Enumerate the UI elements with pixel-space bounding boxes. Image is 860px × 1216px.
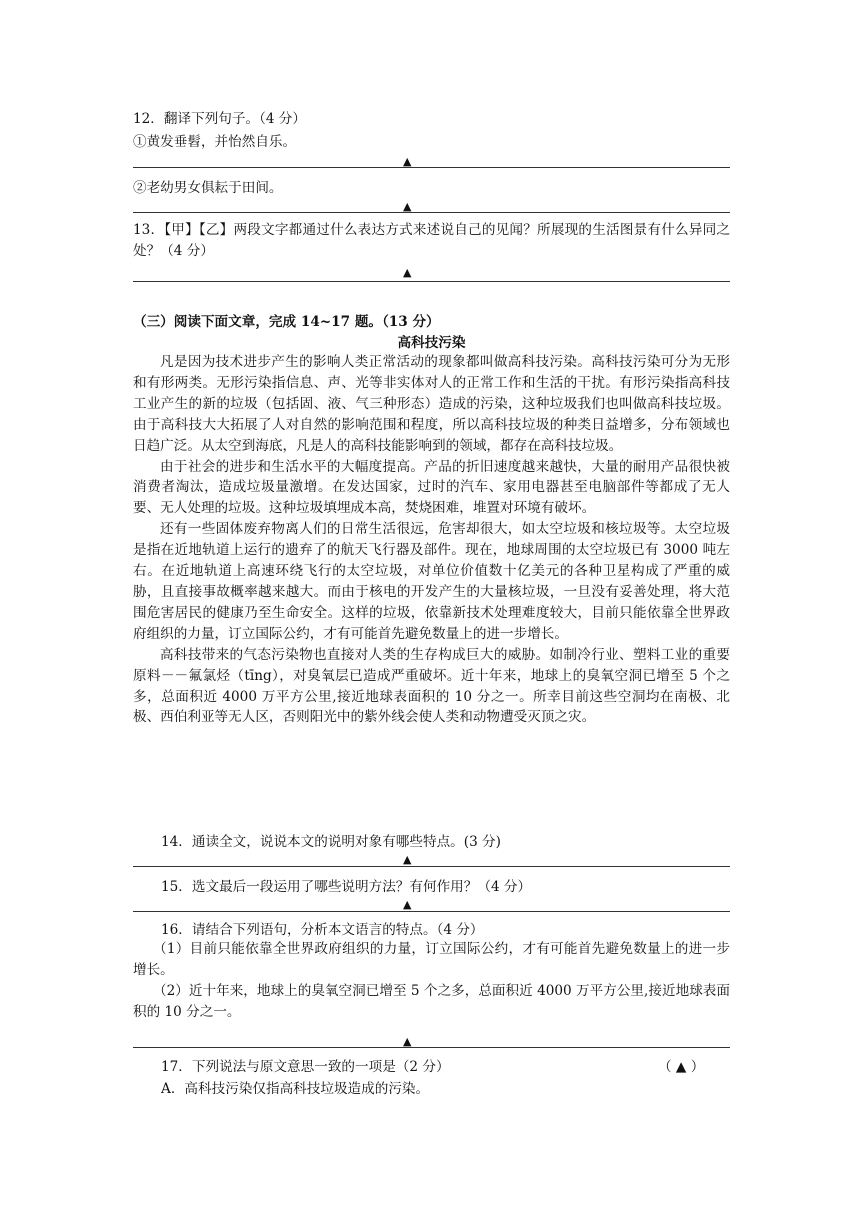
q17-option-a: A．高科技污染仅指高科技垃圾造成的污染。 bbox=[161, 1081, 430, 1097]
q12-sentence-2: ②老幼男女俱耘于田间。 bbox=[133, 180, 283, 196]
answer-line bbox=[133, 866, 730, 867]
answer-marker-icon: ▲ bbox=[403, 898, 412, 911]
q17-answer-bracket: （ ▲ ） bbox=[658, 1059, 705, 1075]
q16-item-1: （1）目前只能依靠全世界政府组织的力量，订立国际公约，才有可能首先避免数量上的进一步增长。 bbox=[133, 941, 730, 978]
question-16: 16．请结合下列语句，分析本文语言的特点。（4 分） bbox=[161, 922, 484, 938]
answer-line bbox=[133, 911, 730, 912]
answer-marker-icon: ▲ bbox=[403, 266, 412, 279]
question-15: 15．选文最后一段运用了哪些说明方法？有何作用？（4 分） bbox=[161, 879, 532, 895]
answer-marker-icon: ▲ bbox=[403, 853, 412, 866]
answer-marker-icon: ▲ bbox=[403, 155, 412, 168]
answer-line bbox=[133, 167, 730, 168]
question-12: 12．翻译下列句子。（4 分） bbox=[133, 111, 306, 127]
article-body bbox=[133, 352, 730, 728]
answer-marker-icon: ▲ bbox=[403, 1035, 412, 1048]
paragraph-3: 还有一些固体废弃物离人们的日常生活很远，危害却很大，如太空垃圾和核垃圾等。太空垃圾是指在近地轨道上运行的遗弃了的航天飞行器及部件。现在，地球周围的太空垃圾已有 3000 吨左右。在近地轨道上高速环绕飞行的太空垃圾，对单位价值数十亿美元的各种卫星构成了严重的威胁，且直接事故概率越来越大。而由于核电的开发产生的大量核垃圾，一旦没有妥善处理，将大范围危害居民的健康乃至生命安全。这样的垃圾，依靠新技术处理难度较大，目前只能依靠全世界政府组织的力量，订立国际公约，才有可能首先避免数量上的进一步增长。 bbox=[133, 521, 730, 642]
answer-marker-icon: ▲ bbox=[403, 200, 412, 213]
answer-line bbox=[133, 1047, 730, 1048]
q16-item-2: （2）近十年来，地球上的臭氧空洞已增至 5 个之多，总面积近 4000 万平方公里,接近地球表面积的 10 分之一。 bbox=[133, 982, 730, 1020]
q12-sentence-1: ①黄发垂髫，并怡然自乐。 bbox=[133, 134, 297, 150]
paragraph-1: 凡是因为技术进步产生的影响人类正常活动的现象都叫做高科技污染。高科技污染可分为无形和有形两类。无形污染指信息、声、光等非实体对人的正常工作和生活的干扰。有形污染指高科技工业产生的新的垃圾（包括固、液、气三种形态）造成的污染，这种垃圾我们也叫做高科技垃圾。由于高科技大大拓展了人对自然的影响范围和程度，所以高科技垃圾的种类日益增多，分布领域也日趋广泛。从太空到海底，凡是人的高科技能影响到的领域，都存在高科技垃圾。 bbox=[133, 354, 730, 454]
answer-line bbox=[133, 281, 730, 282]
answer-line bbox=[133, 212, 730, 213]
article-title: 高科技污染 bbox=[397, 335, 466, 351]
q16-items bbox=[133, 939, 730, 1023]
question-17: 17．下列说法与原文意思一致的一项是（2 分） bbox=[161, 1059, 450, 1075]
question-14: 14．通读全文，说说本文的说明对象有哪些特点。(3 分) bbox=[161, 834, 501, 850]
question-13: 13．【甲】【乙】两段文字都通过什么表达方式来述说自己的见闻？所展现的生活图景有什么异同之处？（4 分） bbox=[133, 222, 730, 259]
paragraph-2: 由于社会的进步和生活水平的大幅度提高。产品的折旧速度越来越快，大量的耐用产品很快被消费者淘汰，造成垃圾量激增。在发达国家，过时的汽车、家用电器甚至电脑部件等都成了无人要、无人处理的垃圾。这种垃圾填埋成本高，焚烧困难，堆置对环境有破坏。 bbox=[133, 458, 730, 517]
paragraph-4: 高科技带来的气态污染物也直接对人类的生存构成巨大的威胁。如制冷行业、塑料工业的重要原料－－氟氯烃（tīng），对臭氧层已造成严重破坏。近十年来，地球上的臭氧空洞已增至 5 个之多，总面积近 4000 万平方公里,接近地球表面积的 10 分之一。所幸目前这些空洞均在南极、北极、西伯利亚等无人区，否则阳光中的紫外线会使人类和动物遭受灭顶之灾。 bbox=[133, 646, 730, 726]
section-heading: （三）阅读下面文章，完成 14~17 题。（13 分） bbox=[133, 314, 440, 330]
